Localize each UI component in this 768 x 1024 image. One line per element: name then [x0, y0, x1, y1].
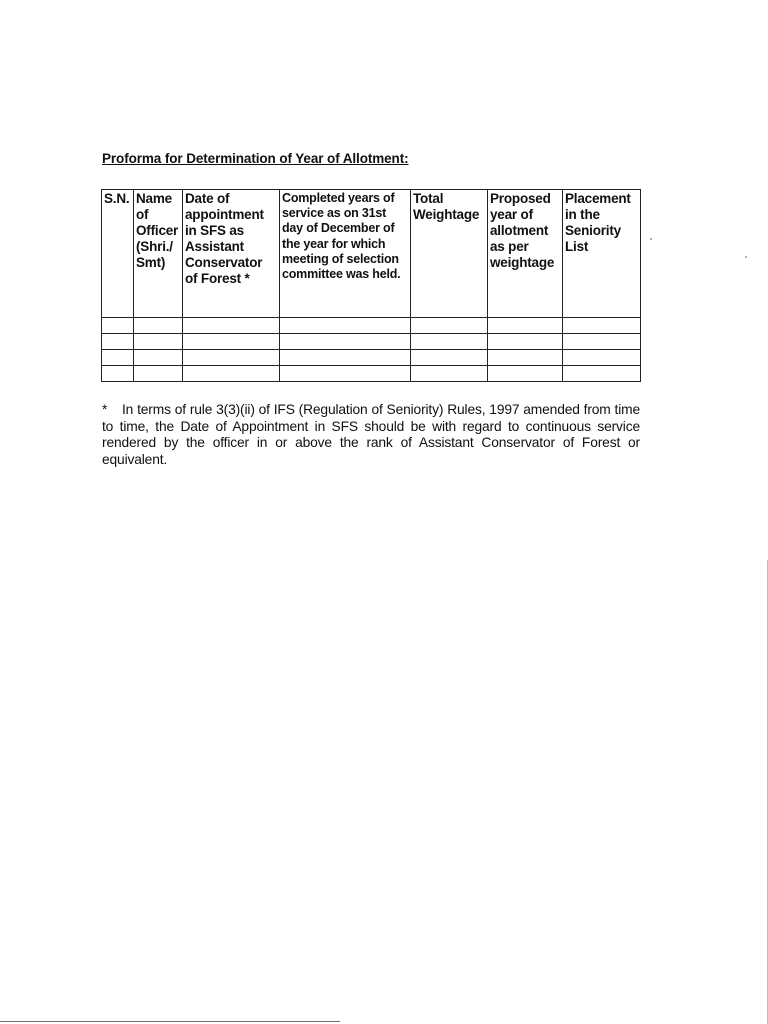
table-cell [102, 318, 134, 334]
scan-speck [650, 238, 652, 240]
header-appointment-date: Date of appointment in SFS as Assistant Conservator of Forest * [183, 190, 280, 318]
table-cell [183, 366, 280, 382]
table-cell [563, 350, 641, 366]
table-cell [411, 334, 488, 350]
table-row [102, 318, 641, 334]
table-cell [280, 350, 411, 366]
table-cell [102, 334, 134, 350]
table-cell [488, 366, 563, 382]
header-proposed-year: Proposed year of allotment as per weightage [488, 190, 563, 318]
table-cell [102, 350, 134, 366]
table-cell [563, 366, 641, 382]
footnote-text: In terms of rule 3(3)(ii) of IFS (Regulation of Seniority) Rules, 1997 amended from time to time, the Date of Appointment in SFS should be with regard to continuous service rendered by the officer in or above the rank of Assistant Conservator of Forest or equivalent. [102, 402, 640, 467]
table-cell [134, 318, 183, 334]
table-cell [183, 334, 280, 350]
table-cell [280, 318, 411, 334]
table-row [102, 334, 641, 350]
table-cell [102, 366, 134, 382]
table-cell [183, 318, 280, 334]
page-title: Proforma for Determination of Year of Allotment: [102, 151, 409, 166]
table-cell [563, 334, 641, 350]
table-cell [488, 318, 563, 334]
table-cell [563, 318, 641, 334]
header-sn: S.N. [102, 190, 134, 318]
table-cell [134, 366, 183, 382]
table-row [102, 350, 641, 366]
header-seniority-placement: Placement in the Seniority List [563, 190, 641, 318]
table-cell [488, 334, 563, 350]
table-cell [183, 350, 280, 366]
header-completed-years: Completed years of service as on 31st day of December of the year for which meeting of selection committee was held. [280, 190, 411, 318]
table-row [102, 366, 641, 382]
table-cell [411, 350, 488, 366]
scan-bottom-edge [0, 1021, 340, 1022]
header-officer-name: Name of Officer (Shri./ Smt) [134, 190, 183, 318]
table-cell [411, 318, 488, 334]
allotment-table [101, 189, 641, 382]
table-cell [134, 334, 183, 350]
scan-speck [745, 256, 747, 258]
table-cell [488, 350, 563, 366]
table-cell [280, 366, 411, 382]
footnote-marker: * [102, 402, 108, 417]
footnote [102, 402, 640, 468]
header-total-weightage: Total Weightage [411, 190, 488, 318]
table-cell [411, 366, 488, 382]
table-cell [134, 350, 183, 366]
table-cell [280, 334, 411, 350]
table-header-row [102, 190, 641, 318]
